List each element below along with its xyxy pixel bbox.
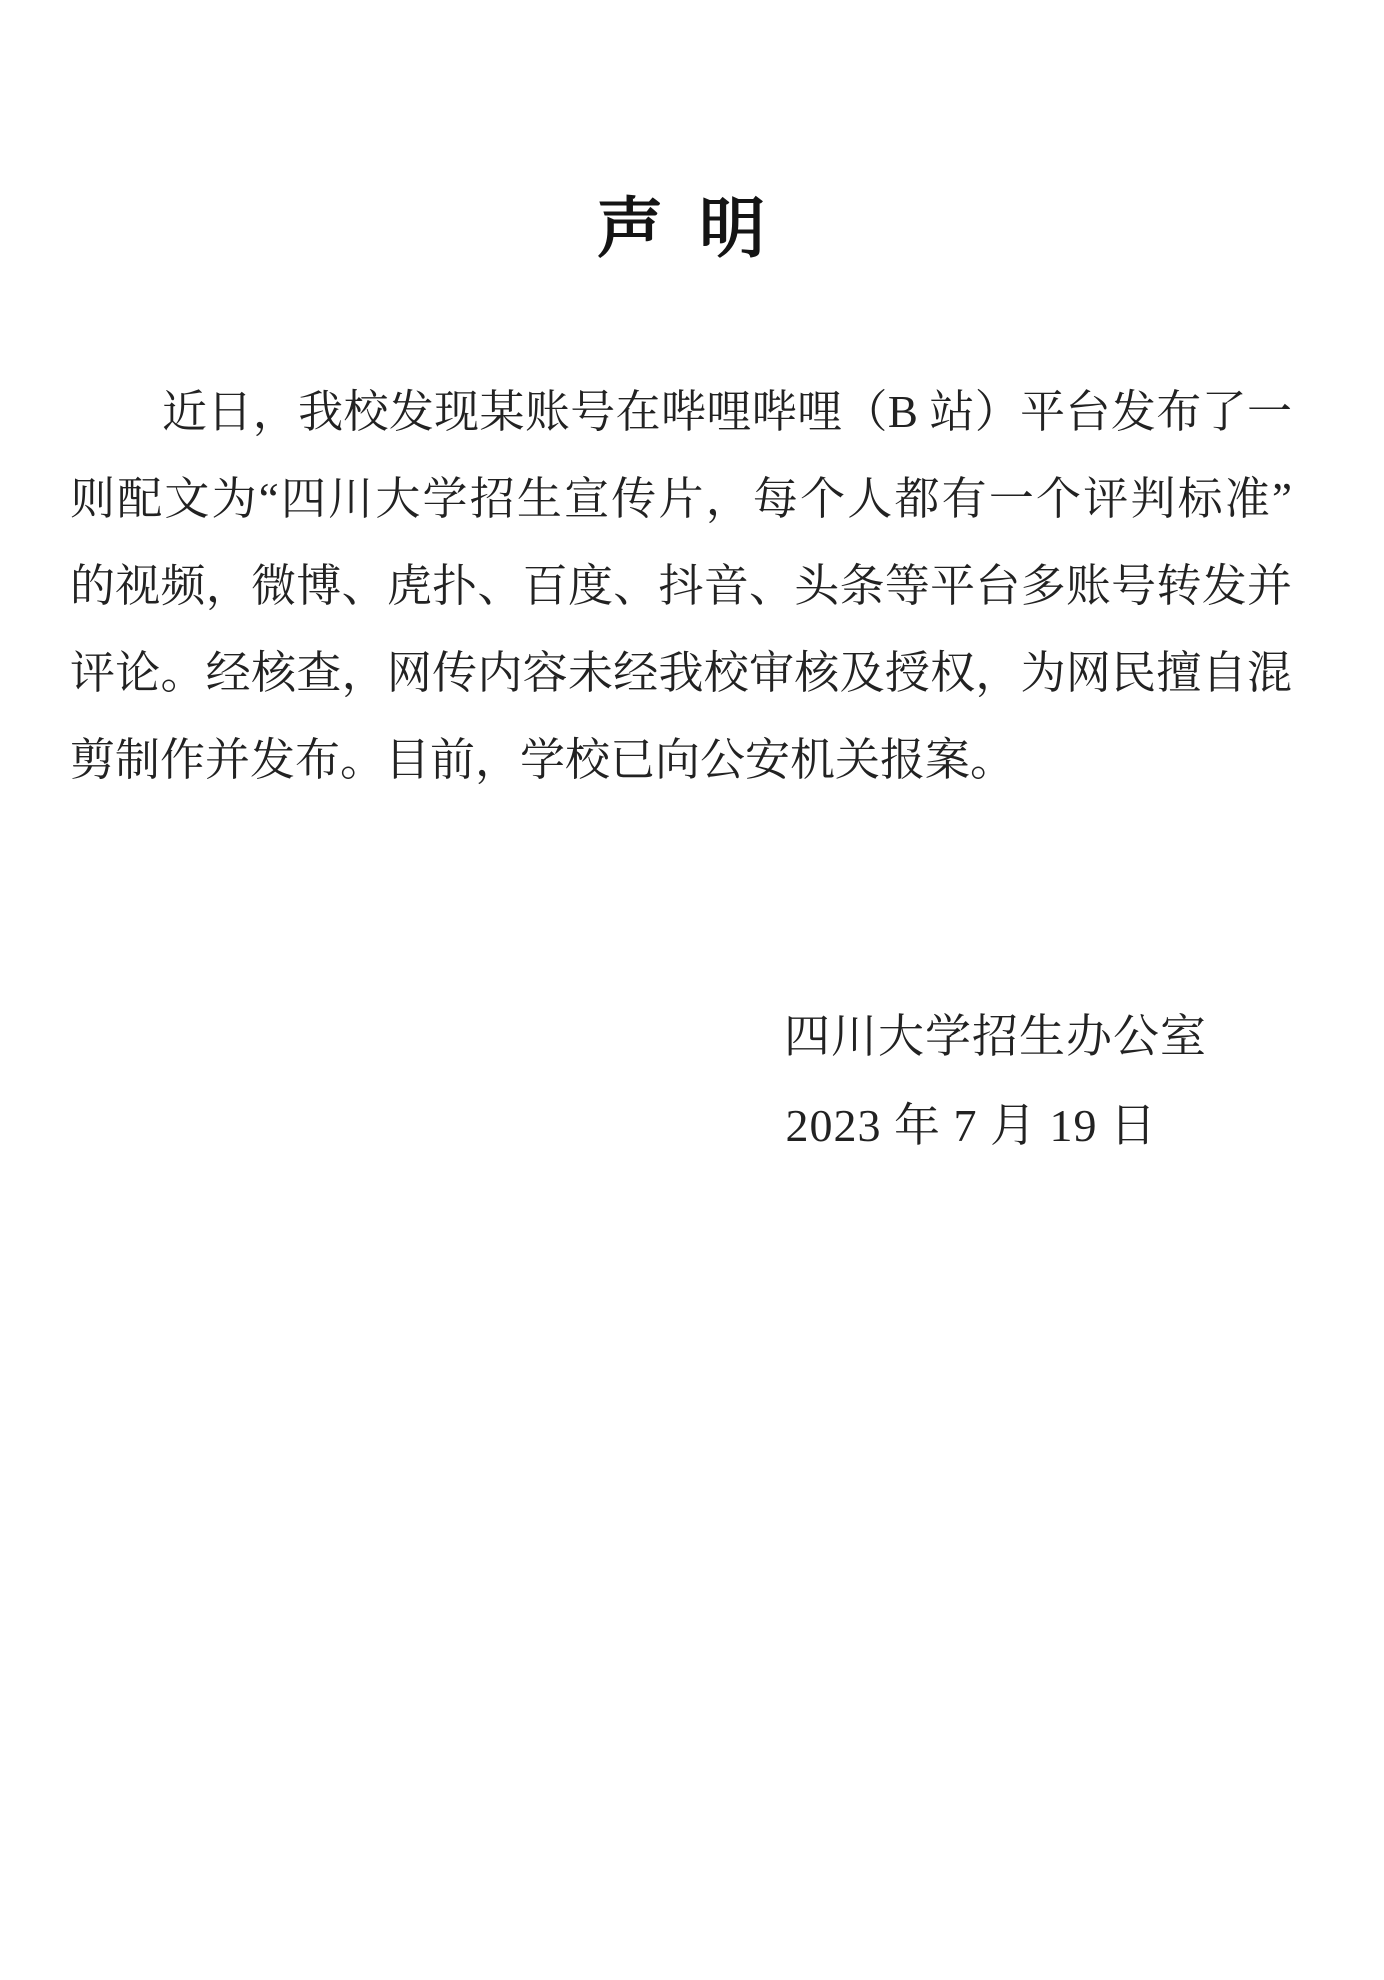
statement-line: 评论。经核查，网传内容未经我校审核及授权，为网民擅自混 <box>70 648 1292 698</box>
statement-paragraph <box>70 369 1292 804</box>
signature-office: 四川大学招生办公室 <box>784 1011 1207 1062</box>
signature-date: 2023 年 7 月 19 日 <box>785 1100 1157 1151</box>
signature-block <box>70 992 1292 1170</box>
statement-line: 近日，我校发现某账号在哔哩哔哩（B 站）平台发布了一 <box>162 387 1292 437</box>
statement-line: 剪制作并发布。目前，学校已向公安机关报案。 <box>70 735 1016 785</box>
statement-line: 的视频，微博、虎扑、百度、抖音、头条等平台多账号转发并 <box>70 561 1292 611</box>
document-title: 声 明 <box>596 193 766 266</box>
statement-line: 则配文为“四川大学招生宣传片，每个人都有一个评判标准” <box>70 474 1292 524</box>
